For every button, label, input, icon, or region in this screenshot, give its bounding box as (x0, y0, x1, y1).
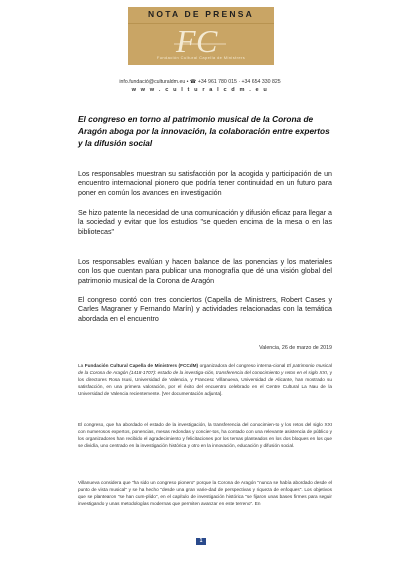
summary-point: Los responsables evalúan y hacen balance de las ponencias y los materiales con los que cuentan para publicar una monografía que dé una visión global del patrimonio musical de la Corona de Aragón (78, 258, 332, 285)
congress-title: El patrimonio musical de la Corona de Aragón (1418-1707): estado de la investiga-ción, transferencia del conocimiento y retos en el siglo XXI (78, 363, 332, 375)
banner-title: NOTA DE PRENSA (148, 9, 254, 19)
page-number: 1 (196, 538, 206, 545)
body-paragraph: Villanueva considera que "ha sido un congreso pionero" porque la Corona de Aragón "nunca se había abordado desde el punto de vista musical" y se ha hecho "desde una gran varie-dad de perspectivas y riqueza de enfoques". Los objetivos que se plantearon "se han cum-plido", en el capítulo de investigación histórica "se fijaron unas bases firmes para seguir investigando y unas metodologías modernas que permiten avanzar en este terreno". En (78, 480, 332, 506)
dateline: Valencia, 26 de marzo de 2019 (259, 345, 332, 351)
summary-point: Los responsables muestran su satisfacción por la acogida y participación de un encuentro internacional pionero que podría tener continuidad en un futuro para poner en común los avances en investigación (78, 170, 332, 197)
organization-name: Fundación Cultural Capella de Ministrers (FCCdM) (84, 363, 199, 368)
paragraph-text: organizadora del congreso interna-cional (198, 363, 287, 368)
summary-point: Se hizo patente la necesidad de una comunicación y difusión eficaz para llegar a la sociedad y evitar que los estudios "se queden encima de la mesa o en las bibliotecas" (78, 209, 332, 236)
website-link[interactable]: w w w . c u l t u r a l c d m . e u (131, 87, 269, 93)
summary-point: El congreso contó con tres conciertos (Capella de Ministrers, Robert Cases y Carles Magraner y Fernando Marín) y actividades relacionadas con la temática abordada en el encuentro (78, 296, 332, 323)
paragraph-text: La (78, 363, 85, 368)
contact-line: info.fundació@culturaldm.eu • ☎ +34 961 780 015 · +34 654 330 825 (119, 79, 281, 85)
headline: El congreso en torno al patrimonio musical de la Corona de Aragón aboga por la innovación, la colaboración entre expertos y la difusión social (78, 114, 330, 148)
svg-text:F: F (176, 23, 196, 59)
logo-subtitle: Fundación Cultural Capella de Ministrers (156, 55, 246, 60)
svg-text:C: C (196, 23, 218, 59)
body-paragraph: El congreso, que ha abordado el estado de la investigación, la transferencia del conocimien-to y los retos del siglo XXI con numerosos expertos, ponencias, mesas redondas y concier-tos, ha contado con una relevante asistencia de público y los organizadores han recibido el agradecimiento y felicitaciones por los temas planteados en los dos bloques en los que se dividía, uno centrado en la investigación histórica y otro en la innovación, educación y difusión social. (78, 422, 332, 448)
body-paragraph (78, 363, 332, 398)
paragraph-text: , y los directores Rosa Isusi, Universidad de Valencia, y Francesc Villanueva, Universidad de Alicante, han mostrado su satisfacción, en una primera valoración, por el éxito del encuentro celebrado en el Centre Cultural La Nau de la Universidad de Valencia recientemente. [Ver documentación adjunta]. (78, 369, 332, 396)
